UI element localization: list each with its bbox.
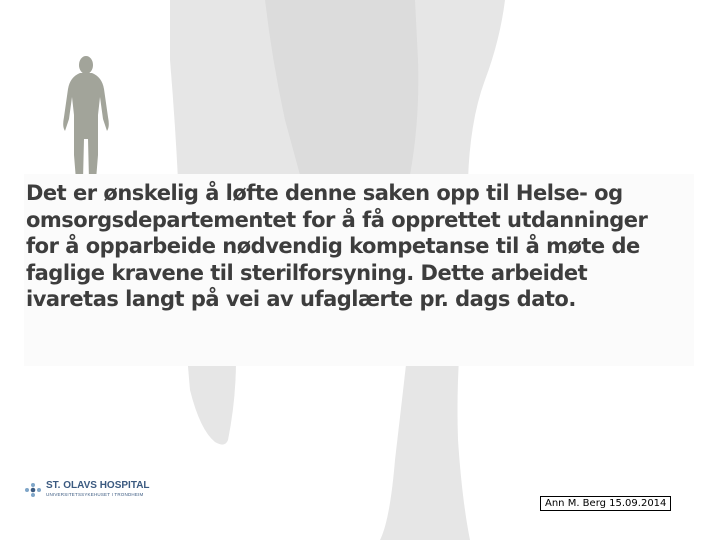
author-date-label: Ann M. Berg 15.09.2014	[540, 496, 671, 511]
slide-body-text: Det er ønskelig å løfte denne saken opp til Helse- og omsorgsdepartementet for å få opprettet utdanninger for å opparbeide nødvendig kompetanse til å møte de faglige kravene til sterilforsyning. Dette arbeidet ivaretas langt på vei av ufaglærte pr. dags dato.	[26, 181, 648, 311]
person-icon	[58, 55, 114, 180]
hospital-logo	[24, 480, 164, 502]
text-panel	[24, 174, 694, 366]
logo-dots-icon	[24, 482, 42, 498]
hospital-name: ST. OLAVS HOSPITAL	[46, 480, 150, 491]
hospital-subtitle: UNIVERSITETSSYKEHUSET I TRONDHEIM	[46, 492, 144, 497]
